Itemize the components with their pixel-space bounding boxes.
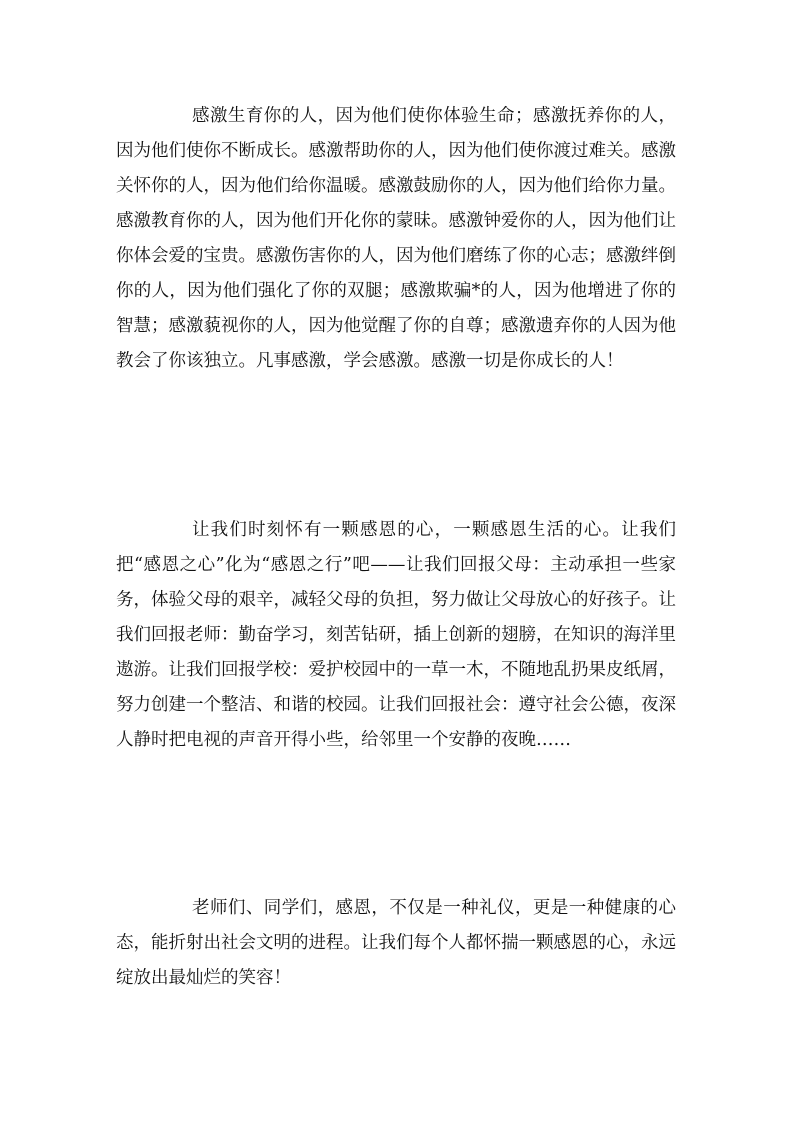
body-paragraph-1: 感激生育你的人，因为他们使你体验生命；感激抚养你的人，因为他们使你不断成长。感激帮助你的人，因为他们使你渡过难关。感激关怀你的人，因为他们给你温暖。感激鼓励你的人，因为他们给你力量。感激教育你的人，因为他们开化你的蒙昧。感激钟爱你的人，因为他们让你体会爱的宝贵。感激伤害你的人，因为他们磨练了你的心志；感激绊倒你的人，因为他们强化了你的双腿；感激欺骗*的人，因为他增进了你的智慧；感激藐视你的人，因为他觉醒了你的自尊；感激遗弃你的人因为他教会了你该独立。凡事感激，学会感激。感激一切是你成长的人！ — [116, 106, 676, 371]
body-paragraph-3: 老师们、同学们，感恩，不仅是一种礼仪，更是一种健康的心态，能折射出社会文明的进程。让我们每个人都怀揣一颗感恩的心，永远绽放出最灿烂的笑容！ — [116, 898, 676, 988]
body-paragraph-2: 让我们时刻怀有一颗感恩的心，一颗感恩生活的心。让我们把“感恩之心”化为“感恩之行”吧——让我们回报父母：主动承担一些家务，体验父母的艰辛，减轻父母的负担，努力做让父母放心的好孩子。让我们回报老师：勤奋学习，刻苦钻研，插上创新的翅膀，在知识的海洋里遨游。让我们回报学校：爱护校园中的一草一木，不随地乱扔果皮纸屑，努力创建一个整洁、和谐的校园。让我们回报社会：遵守社会公德，夜深人静时把电视的声音开得小些，给邻里一个安静的夜晚…… — [116, 520, 676, 750]
